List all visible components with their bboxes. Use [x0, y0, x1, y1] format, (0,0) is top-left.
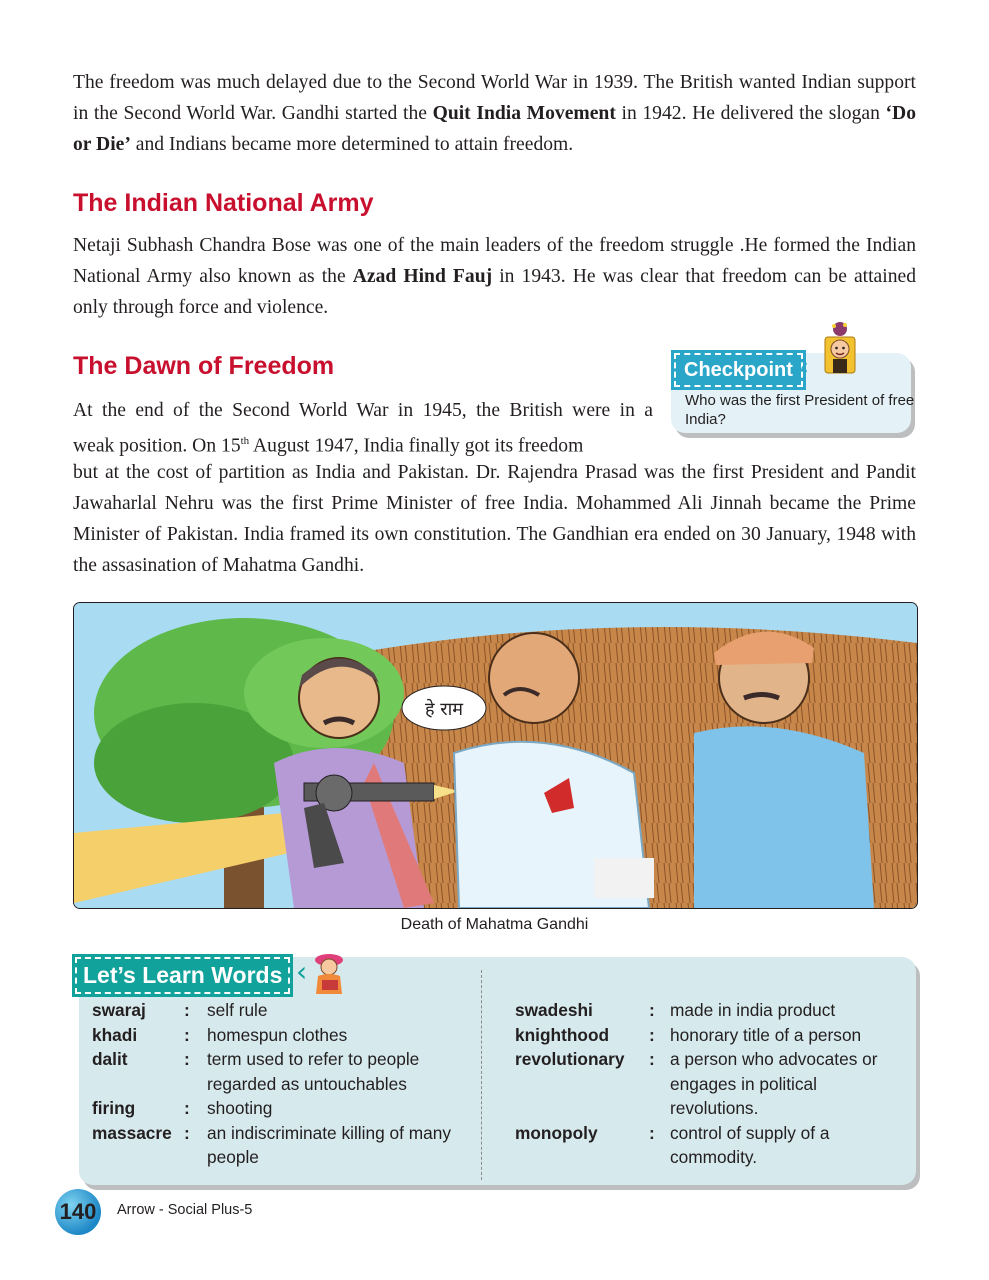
- dawn-line-1: At the end of the Second World War in 1945, the British were in a: [73, 400, 653, 421]
- word-term: knighthood: [515, 1024, 610, 1045]
- word-definition: made in india product: [670, 1000, 836, 1020]
- word-definition: homespun clothes: [207, 1024, 348, 1045]
- ina-text-1: Netaji Subhash Chandra Bose was one of the main leaders of the freedom struggle .He formed the Indian National Army also known as the: [73, 235, 916, 287]
- dawn-heading: The Dawn of Freedom: [73, 352, 335, 380]
- colon-separator: :: [649, 1049, 655, 1069]
- word-definition: a person who advocates or engages in political revolutions.: [670, 1049, 878, 1118]
- learn-words-title: Let’s Learn Words: [75, 957, 290, 994]
- colon-separator: :: [649, 1000, 655, 1020]
- intro-text-2: in 1942. He delivered the slogan: [615, 103, 886, 124]
- dawn-paragraph-start: [73, 395, 653, 462]
- chevron-left-icon: ‹: [296, 955, 308, 988]
- colon-separator: :: [184, 1122, 190, 1143]
- colon-separator: :: [184, 1049, 190, 1069]
- word-entry: [515, 1023, 905, 1048]
- word-term: dalit: [92, 1049, 128, 1069]
- chevron-left-icon: ‹: [800, 355, 809, 380]
- word-term: revolutionary: [515, 1049, 625, 1069]
- word-entry: [515, 1121, 905, 1170]
- intro-paragraph: [73, 67, 916, 160]
- word-definition: shooting: [207, 1098, 273, 1118]
- illustration-artwork: [74, 603, 917, 908]
- word-term: khadi: [92, 1024, 138, 1045]
- ina-heading: The Indian National Army: [73, 189, 374, 217]
- colon-separator: :: [649, 1122, 655, 1143]
- dawn-line-2b: August 1947, India finally got its freedom: [249, 435, 584, 457]
- word-entry: [92, 998, 482, 1023]
- superscript-th: th: [240, 435, 250, 447]
- word-definition: honorary title of a person: [670, 1024, 862, 1045]
- word-term: massacre: [92, 1122, 172, 1143]
- words-right-column: [515, 998, 905, 1170]
- word-entry: [92, 1096, 482, 1121]
- book-title: Arrow - Social Plus-5: [117, 1202, 253, 1218]
- word-definition: term used to refer to people regarded as untouchables: [207, 1049, 420, 1094]
- do-or-die-slogan: ‘Do or Die’: [73, 103, 916, 155]
- word-term: firing: [92, 1098, 136, 1118]
- word-term: swadeshi: [515, 1000, 593, 1020]
- colon-separator: :: [184, 1000, 190, 1020]
- colon-separator: :: [649, 1024, 655, 1045]
- intro-text-3: and Indians became more determined to attain freedom.: [130, 134, 574, 155]
- girl-mascot-icon: [820, 321, 860, 377]
- word-term: monopoly: [515, 1122, 598, 1143]
- word-entry: [92, 1047, 482, 1096]
- words-left-column: [92, 998, 482, 1170]
- word-entry: [92, 1121, 482, 1170]
- word-entry: [515, 998, 905, 1023]
- gandhi-death-illustration: [73, 602, 918, 909]
- colon-separator: :: [184, 1098, 190, 1118]
- reading-girl-mascot-icon: [308, 950, 350, 1000]
- word-term: swaraj: [92, 1000, 146, 1020]
- word-entry: [515, 1047, 905, 1121]
- checkpoint-label: Checkpoint: [674, 353, 803, 387]
- speech-bubble-text: हे राम: [424, 699, 464, 720]
- checkpoint-question: Who was the first President of free India?: [685, 392, 915, 428]
- checkpoint-box: [665, 349, 917, 439]
- dawn-paragraph-rest: but at the cost of partition as India and Pakistan. Dr. Rajendra Prasad was the first President and Pandit Jawaharlal Nehru was the first Prime Minister of free India. Mohammed Ali Jinnah became the Prime Minister of Pakistan. India framed its own constitution. The Gandhian era ended on 30 January, 1948 with the assasination of Mahatma Gandhi.: [73, 462, 916, 576]
- word-entry: [92, 1023, 482, 1048]
- word-definition: an indiscriminate killing of many people: [207, 1122, 451, 1167]
- ina-text-2: in 1943. He was clear that freedom can be attained only through force and violence.: [73, 266, 916, 318]
- azad-hind-fauj-term: Azad Hind Fauj: [352, 266, 493, 287]
- illustration-caption: Death of Mahatma Gandhi: [400, 916, 589, 933]
- ina-paragraph: [73, 230, 916, 323]
- intro-text-1: The freedom was much delayed due to the Second World War in 1939. The British wanted Indian support in the Second World War. Gandhi started the: [73, 72, 916, 124]
- quit-india-term: Quit India Movement: [432, 103, 616, 124]
- dawn-line-2a: weak position. On 15: [73, 435, 241, 457]
- page-number: 140: [55, 1189, 101, 1235]
- word-definition: control of supply of a commodity.: [670, 1122, 830, 1167]
- colon-separator: :: [184, 1024, 190, 1045]
- word-definition: self rule: [207, 1000, 268, 1020]
